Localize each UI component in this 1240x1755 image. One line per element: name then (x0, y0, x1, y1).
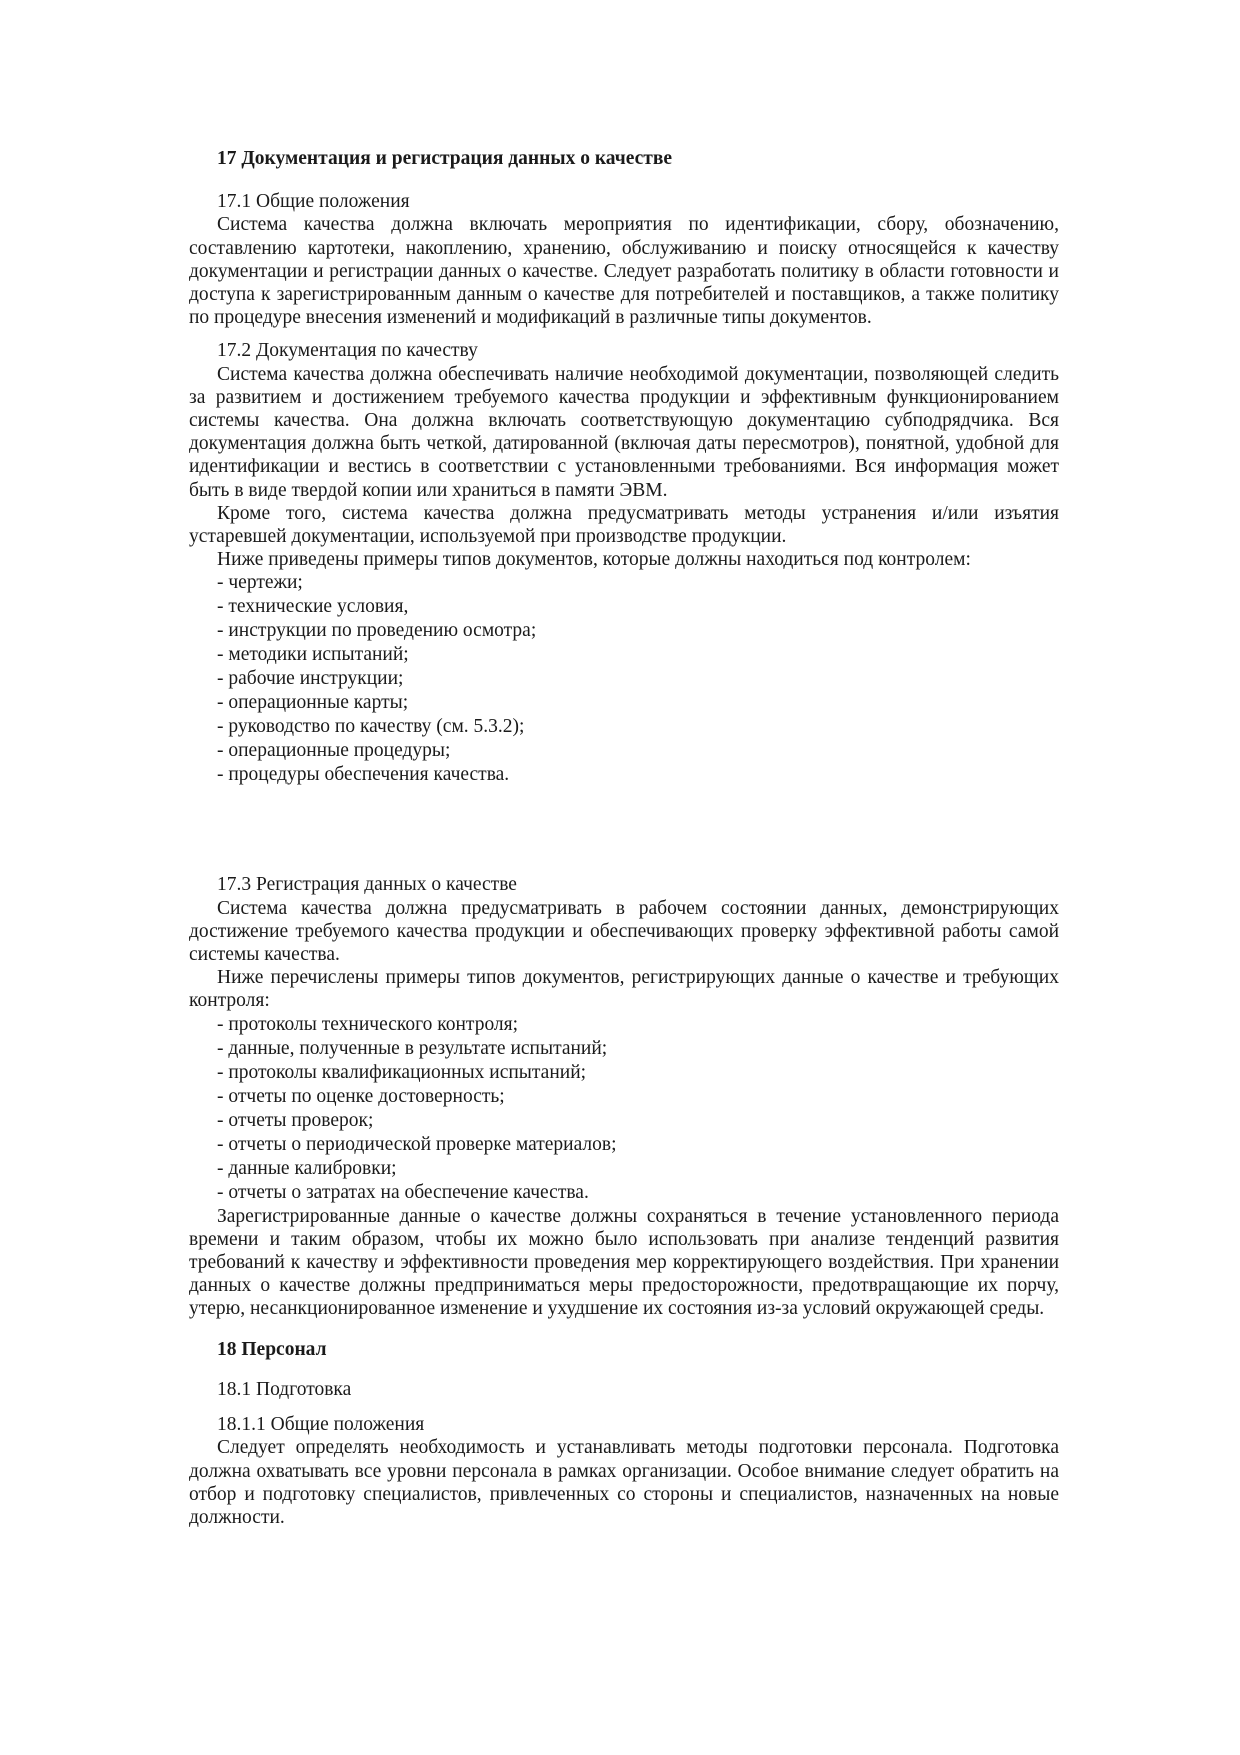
section-17-2-title: 17.2 Документация по качеству (217, 340, 478, 362)
list-item: - отчеты по оценке достоверность; (217, 1085, 505, 1107)
section-17-1-title: 17.1 Общие положения (217, 191, 410, 213)
section-17-2-paragraph: Система качества должна обеспечивать наличие необходимой документации, позволяющей следить за развитием и достижением требуемого качества продукции и эффективным функционированием системы качества. Она должна включать соответствующую документацию субподрядчика. Вся документация должна быть четкой, датированной (включая даты пересмотров), понятной, удобной для идентификации и вестись в соответствии с установленными требованиями. Вся информация может быть в виде твердой копии или храниться в памяти ЭВМ. (189, 363, 1059, 501)
list-item: - протоколы технического контроля; (217, 1013, 519, 1035)
list-item: - рабочие инструкции; (217, 668, 404, 690)
controlled-documents-list (189, 571, 1059, 787)
list-item: - отчеты о затратах на обеспечение качества. (217, 1181, 589, 1203)
section-17-heading: 17 Документация и регистрация данных о качестве (217, 148, 673, 169)
quality-records-list (189, 1013, 1059, 1205)
document-page (189, 147, 1059, 1529)
section-18-heading: 18 Персонал (217, 1338, 327, 1360)
list-item: - операционные карты; (217, 692, 409, 714)
section-17-3-paragraph: Система качества должна предусматривать в рабочем состоянии данных, демонстрирующих достижение требуемого качества продукции и обеспечивающих проверку эффективной работы самой системы качества. (189, 897, 1059, 966)
list-item: - руководство по качеству (см. 5.3.2); (217, 716, 525, 738)
list-item: - чертежи; (217, 572, 303, 594)
list-item: - инструкции по проведению осмотра; (217, 620, 537, 642)
list-item: - операционные процедуры; (217, 740, 451, 762)
list-item: - отчеты проверок; (217, 1109, 374, 1131)
list-item: - методики испытаний; (217, 644, 409, 666)
section-17-2-paragraph: Кроме того, система качества должна предусматривать методы устранения и/или изъятия устаревшей документации, используемой при производстве продукции. (189, 502, 1059, 548)
section-18-1-title: 18.1 Подготовка (217, 1378, 352, 1400)
list-item: - отчеты о периодической проверке материалов; (217, 1133, 617, 1155)
section-18-1-1-title: 18.1.1 Общие положения (217, 1414, 425, 1436)
spacer (189, 1321, 1059, 1338)
section-17-3-paragraph: Ниже перечислены примеры типов документов, регистрирующих данные о качестве и требующих контроля: (189, 967, 1059, 1012)
section-17-2-paragraph: Ниже приведены примеры типов документов, которые должны находиться под контролем: (217, 549, 971, 571)
list-item: - технические условия, (217, 596, 409, 618)
section-18-1-1-paragraph: Следует определять необходимость и устанавливать методы подготовки персонала. Подготовка должна охватывать все уровни персонала в рамках организации. Особое внимание следует обратить на отбор и подготовку специалистов, привлеченных со стороны и специалистов, назначенных на новые должности. (189, 1437, 1059, 1528)
list-item: - протоколы квалификационных испытаний; (217, 1061, 587, 1083)
spacer (189, 329, 1059, 339)
list-item: - данные, полученные в результате испытаний; (217, 1037, 608, 1059)
spacer (189, 787, 1059, 873)
list-item: - данные калибровки; (217, 1157, 397, 1179)
list-item: - процедуры обеспечения качества. (217, 764, 510, 786)
section-17-3-closing-paragraph: Зарегистрированные данные о качестве должны сохраняться в течение установленного периода времени и таким образом, чтобы их можно было использовать при анализе тенденций развития требований к качеству и эффективности проведения мер корректирующего воздействия. При хранении данных о качестве должны предприниматься меры предосторожности, предотвращающие их порчу, утерю, несанкционированное изменение и ухудшение их состояния из-за условий окружающей среды. (189, 1205, 1059, 1320)
section-17-1-paragraph: Система качества должна включать мероприятия по идентификации, сбору, обозначению, составлению картотеки, накоплению, хранению, обслуживанию и поиску относящейся к качеству документации и регистрации данных о качестве. Следует разработать политику в области готовности и доступа к зарегистрированным данным о качестве для потребителей и поставщиков, а также политику по процедуре внесения изменений и модификаций в различные типы документов. (189, 214, 1059, 329)
section-17-3-title: 17.3 Регистрация данных о качестве (217, 874, 517, 896)
